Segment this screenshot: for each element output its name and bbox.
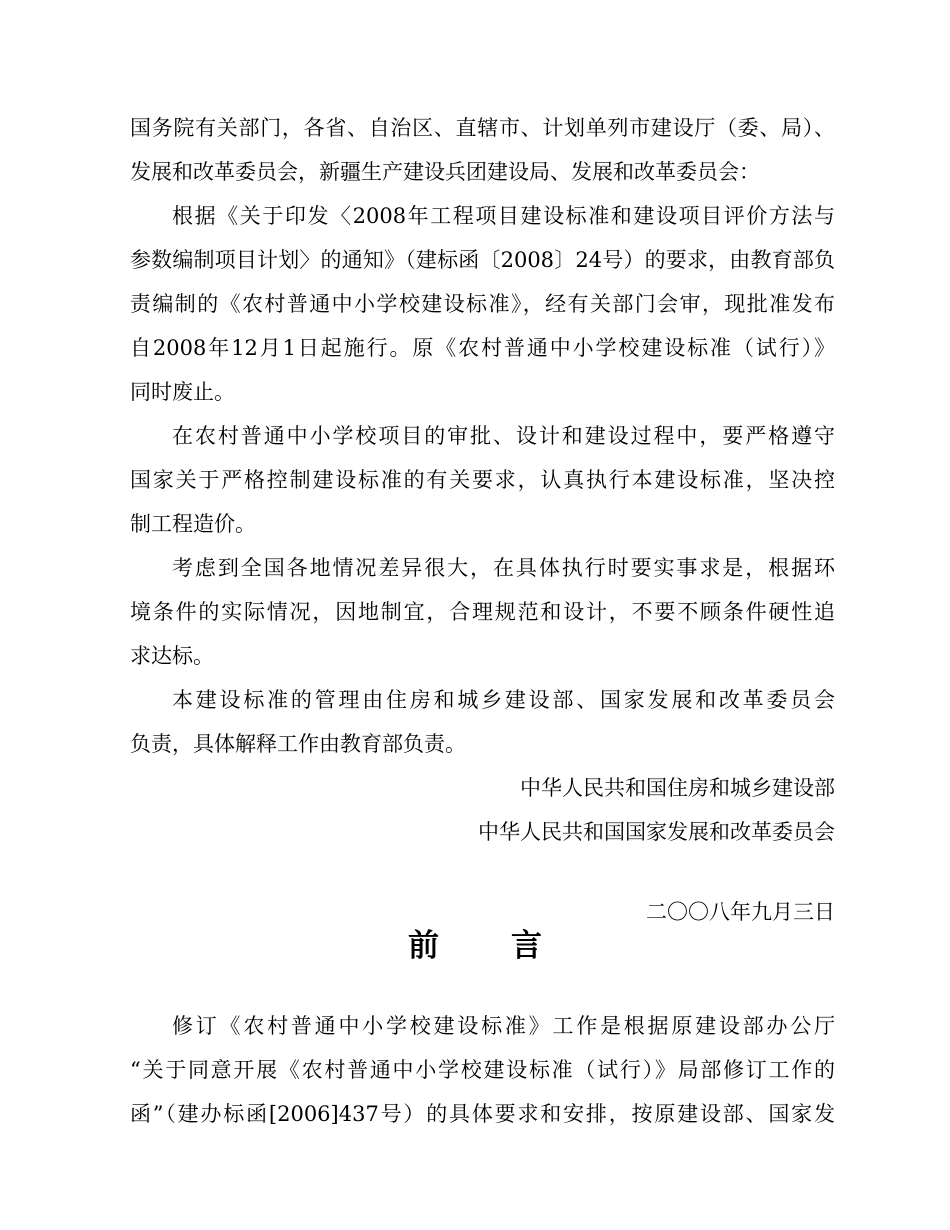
notice-line: 求达标。 — [130, 644, 214, 668]
notice-line: 在农村普通中小学校项目的审批、设计和建设过程中，要严格遵守 — [172, 424, 835, 448]
signature-ministry-housing: 中华人民共和国住房和城乡建设部 — [520, 776, 835, 800]
notice-line: 根据《关于印发〈2008年工程项目建设标准和建设项目评价方法与 — [172, 204, 835, 228]
notice-line: 发展和改革委员会，新疆生产建设兵团建设局、发展和改革委员会： — [130, 160, 760, 184]
preface-heading: 前言 — [408, 928, 614, 964]
signature-ndrc: 中华人民共和国国家发展和改革委员会 — [478, 820, 835, 844]
notice-line: 负责，具体解释工作由教育部负责。 — [130, 732, 466, 756]
notice-line: 本建设标准的管理由住房和城乡建设部、国家发展和改革委员会 — [172, 688, 835, 712]
notice-line: 制工程造价。 — [130, 512, 256, 536]
notice-line: 国务院有关部门，各省、自治区、直辖市、计划单列市建设厅（委、局）、 — [130, 116, 835, 140]
preface-line: 函”（建办标函[2006]437号）的具体要求和安排，按原建设部、国家发 — [130, 1102, 835, 1126]
notice-line: 境条件的实际情况，因地制宜，合理规范和设计，不要不顾条件硬性追 — [130, 600, 835, 624]
notice-line: 国家关于严格控制建设标准的有关要求，认真执行本建设标准，坚决控 — [130, 468, 835, 492]
preface-line: 修订《农村普通中小学校建设标准》工作是根据原建设部办公厅 — [172, 1014, 835, 1038]
notice-line: 责编制的《农村普通中小学校建设标准》，经有关部门会审，现批准发布 — [130, 292, 835, 316]
notice-line: 参数编制项目计划〉的通知》（建标函〔2008〕24号）的要求，由教育部负 — [130, 248, 835, 272]
preface-line: “关于同意开展《农村普通中小学校建设标准（试行）》局部修订工作的 — [130, 1058, 835, 1082]
notice-line: 考虑到全国各地情况差异很大，在具体执行时要实事求是，根据环 — [172, 556, 835, 580]
notice-line: 同时废止。 — [130, 380, 235, 404]
issue-date: 二〇〇八年九月三日 — [646, 900, 835, 924]
notice-line: 自2008年12月1日起施行。原《农村普通中小学校建设标准（试行）》 — [130, 336, 835, 360]
